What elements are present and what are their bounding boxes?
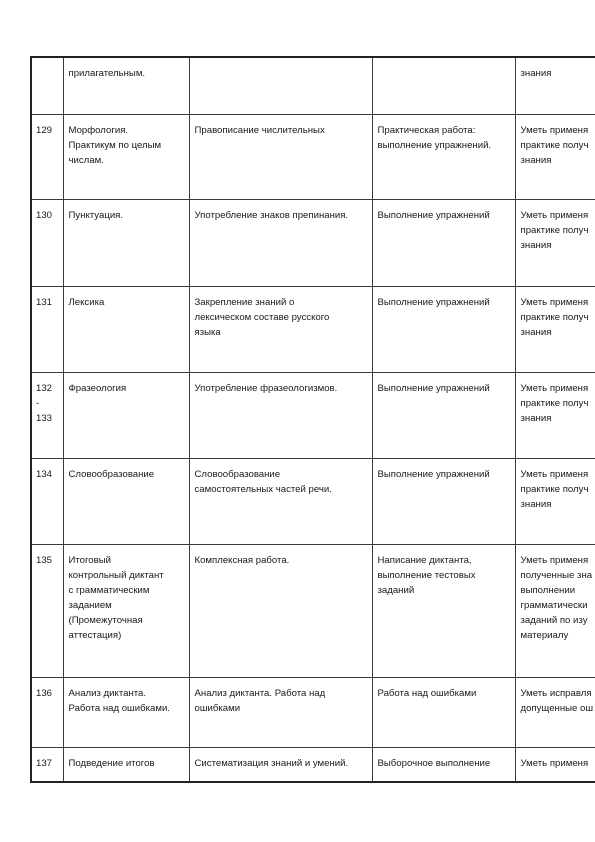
lesson-content: Словообразование самостоятельных частей речи. — [189, 458, 372, 544]
lesson-number: 134 — [31, 458, 63, 544]
lesson-activity: Написание диктанта, выполнение тестовых заданий — [372, 544, 515, 677]
table-row — [31, 372, 595, 458]
lesson-content: Анализ диктанта. Работа над ошибками — [189, 677, 372, 747]
lesson-activity: Выборочное выполнение — [372, 747, 515, 782]
lesson-skills: Уметь применя практике получ знания — [515, 114, 595, 199]
lesson-topic: Пунктуация. — [63, 199, 189, 286]
lesson-skills: Уметь применя практике получ знания — [515, 199, 595, 286]
lesson-skills: Уметь применя практике получ знания — [515, 372, 595, 458]
table-row — [31, 677, 595, 747]
lesson-activity: Выполнение упражнений — [372, 199, 515, 286]
lesson-topic: Словообразование — [63, 458, 189, 544]
lesson-number: 130 — [31, 199, 63, 286]
lesson-skills: Уметь применя полученные зна выполнении грамматически заданий по изу материалу — [515, 544, 595, 677]
lesson-activity: Выполнение упражнений — [372, 286, 515, 372]
lesson-activity: Практическая работа: выполнение упражнений. — [372, 114, 515, 199]
lesson-content: Употребление знаков препинания. — [189, 199, 372, 286]
table-row — [31, 544, 595, 677]
lesson-topic: Подведение итогов — [63, 747, 189, 782]
lesson-content — [189, 57, 372, 114]
table-row — [31, 114, 595, 199]
lesson-topic: Морфология. Практикум по целым числам. — [63, 114, 189, 199]
lesson-number: 132 - 133 — [31, 372, 63, 458]
lesson-activity — [372, 57, 515, 114]
lesson-topic: Лексика — [63, 286, 189, 372]
lesson-skills: Уметь исправля допущенные ош — [515, 677, 595, 747]
lesson-number: 136 — [31, 677, 63, 747]
table-row — [31, 458, 595, 544]
lesson-number: 137 — [31, 747, 63, 782]
lesson-content: Правописание числительных — [189, 114, 372, 199]
lesson-content: Закрепление знаний о лексическом составе русского языка — [189, 286, 372, 372]
lesson-number: 131 — [31, 286, 63, 372]
table-row — [31, 286, 595, 372]
lesson-skills: Уметь применя — [515, 747, 595, 782]
lesson-topic: прилагательным. — [63, 57, 189, 114]
lesson-activity: Выполнение упражнений — [372, 372, 515, 458]
lesson-topic: Фразеология — [63, 372, 189, 458]
lesson-skills: Уметь применя практике получ знания — [515, 458, 595, 544]
lesson-plan-table — [30, 56, 595, 783]
lesson-number: 135 — [31, 544, 63, 677]
lesson-topic: Анализ диктанта. Работа над ошибками. — [63, 677, 189, 747]
lesson-number — [31, 57, 63, 114]
lesson-activity: Работа над ошибками — [372, 677, 515, 747]
lesson-skills: Уметь применя практике получ знания — [515, 286, 595, 372]
lesson-topic: Итоговый контрольный диктант с грамматическим заданием (Промежуточная аттестация) — [63, 544, 189, 677]
lesson-number: 129 — [31, 114, 63, 199]
table-row — [31, 199, 595, 286]
lesson-skills: знания — [515, 57, 595, 114]
lesson-content: Употребление фразеологизмов. — [189, 372, 372, 458]
lesson-content: Комплексная работа. — [189, 544, 372, 677]
lesson-activity: Выполнение упражнений — [372, 458, 515, 544]
table-row — [31, 747, 595, 782]
lesson-content: Систематизация знаний и умений. — [189, 747, 372, 782]
table-row — [31, 57, 595, 114]
